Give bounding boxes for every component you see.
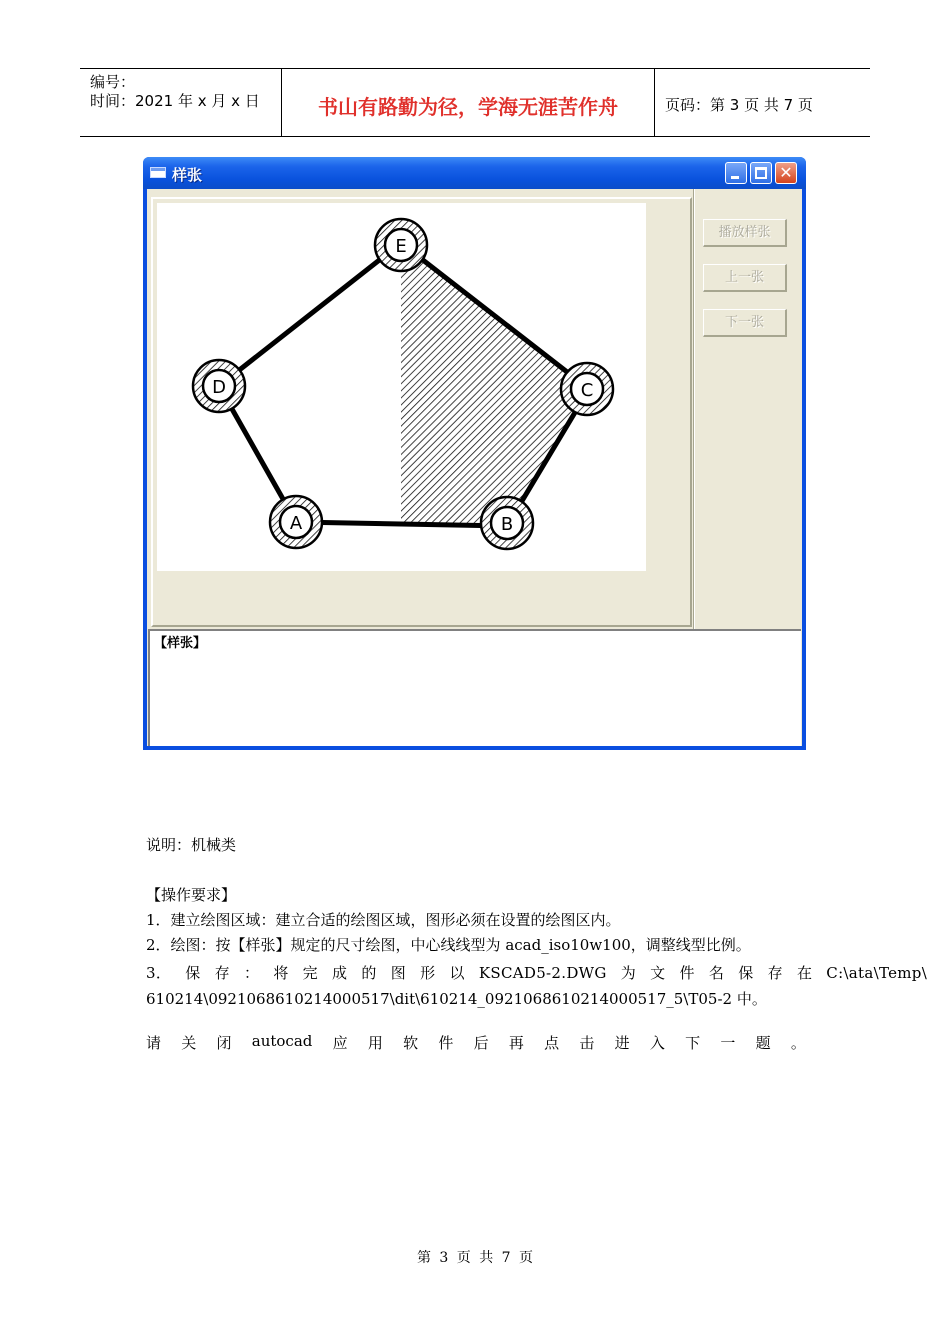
header-left-cell (80, 69, 282, 136)
note-text: 【样张】 (154, 636, 207, 651)
page-label: 页码：第 3 页 共 7 页 (665, 96, 813, 114)
requirement-3-line-2: 610214\0921068610214000517\dit\610214_0921068610214000517_5\T05-2 中。 (146, 990, 767, 1008)
node-c (571, 373, 603, 405)
prompt-char: 闭 (216, 1034, 232, 1052)
prompt-char: 用 (367, 1034, 383, 1052)
prompt-char: 软 (403, 1034, 419, 1052)
node-label-b: B (500, 514, 514, 535)
node-label-c: C (580, 380, 594, 401)
requirement-3-line-1: 3． 保 存 ： 将 完 成 的 图 形 以 KSCAD5-2.DWG 为 文 件 名 保 存 在 C:\ata\Temp\ (146, 964, 928, 982)
prompt-char: 。 (790, 1034, 806, 1052)
header-right-cell (655, 69, 870, 136)
header-center-cell (282, 69, 655, 136)
drawing-frame (151, 197, 692, 627)
maximize-button[interactable] (750, 162, 772, 184)
minimize-button[interactable] (725, 162, 747, 184)
note-panel (148, 629, 801, 746)
window-icon (150, 167, 166, 178)
requirement-3 (146, 960, 928, 1012)
node-label-e: E (395, 236, 407, 257)
window-client (147, 189, 802, 746)
requirement-2: 2．绘图：按【样张】规定的尺寸绘图，中心线线型为 acad_iso10w100，调整线型比例。 (146, 936, 751, 954)
node-label-a: A (289, 513, 303, 534)
page-footer: 第 3 页 共 7 页 (416, 1250, 534, 1266)
close-button[interactable] (775, 162, 797, 184)
prompt-char: 一 (720, 1034, 736, 1052)
time-label: 时间：2021 年 x 月 x 日 (90, 92, 260, 110)
pentagon-drawing (157, 203, 646, 571)
node-e (385, 229, 417, 261)
node-d (203, 370, 235, 402)
requirements-title: 【操作要求】 (146, 886, 237, 904)
window-title: 样张 (172, 166, 203, 184)
prompt-char: 入 (649, 1034, 665, 1052)
motto: 书山有路勤为径，学海无涯苦作舟 (318, 95, 618, 119)
prompt-char: 关 (181, 1034, 197, 1052)
close-icon: ✕ (779, 163, 793, 182)
requirement-1: 1．建立绘图区域：建立合适的绘图区域，图形必须在设置的绘图区内。 (146, 911, 621, 929)
next-button[interactable]: 下一张 (703, 309, 787, 337)
prompt-char: 后 (473, 1034, 489, 1052)
prompt-char: 下 (685, 1034, 701, 1052)
number-label: 编号： (90, 73, 136, 91)
description: 说明：机械类 (146, 836, 237, 854)
prompt-char: 件 (438, 1034, 454, 1052)
close-app-prompt (146, 1032, 806, 1053)
node-b (491, 507, 523, 539)
drawing-canvas (157, 203, 646, 571)
document-header (80, 68, 870, 137)
previous-button[interactable]: 上一张 (703, 264, 787, 292)
side-separator (693, 189, 695, 629)
prompt-char: 进 (614, 1034, 630, 1052)
prompt-char: 击 (579, 1034, 595, 1052)
window-titlebar[interactable] (143, 157, 806, 189)
node-label-d: D (212, 377, 226, 398)
prompt-char: autocad (251, 1032, 313, 1050)
sample-window (143, 157, 806, 750)
prompt-char: 题 (755, 1034, 771, 1052)
prompt-char: 再 (508, 1034, 524, 1052)
play-sample-button[interactable]: 播放样张 (703, 219, 787, 247)
node-a (280, 506, 312, 538)
prompt-char: 请 (146, 1034, 162, 1052)
prompt-char: 点 (544, 1034, 560, 1052)
prompt-char: 应 (332, 1034, 348, 1052)
